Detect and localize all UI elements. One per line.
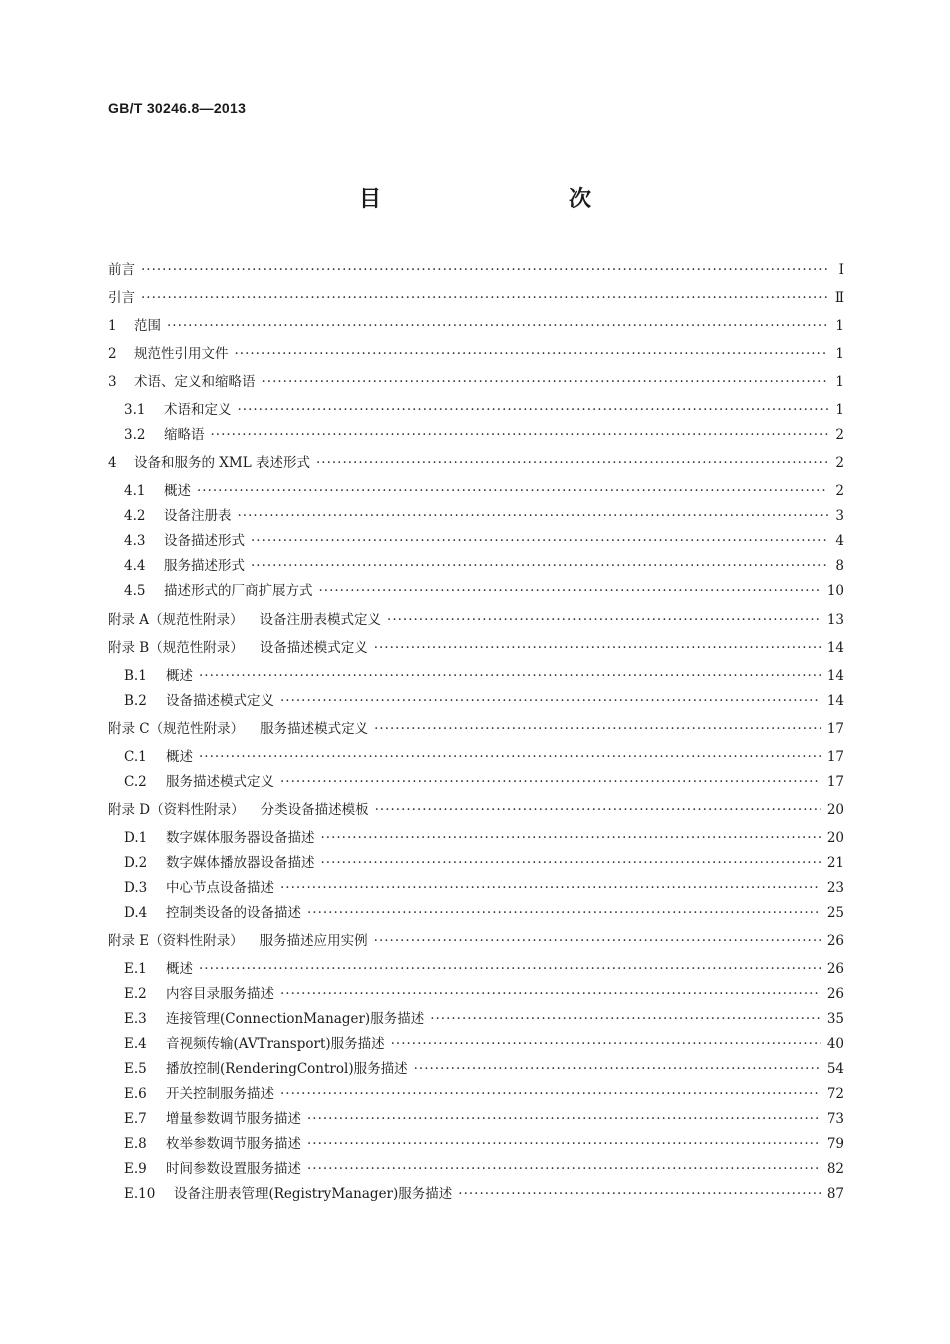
toc-entry-title: 设备注册表 (164, 508, 232, 524)
toc-entry-number: B.2 (124, 693, 147, 709)
toc-entry-number: E.2 (124, 986, 147, 1002)
toc-entry-number: 附录 E（资料性附录） (108, 933, 244, 949)
toc-entry-page: 1 (835, 374, 844, 390)
toc-entry-title: 范围 (134, 318, 161, 334)
toc-entry-title: 服务描述模式定义 (260, 721, 369, 737)
toc-entry-title: 设备注册表管理(RegistryManager)服务描述 (174, 1186, 453, 1202)
toc-entry-number: E.8 (124, 1136, 147, 1152)
toc-dot-leader (374, 721, 821, 737)
toc-entry[interactable] (108, 798, 844, 818)
toc-entry-title: 增量参数调节服务描述 (166, 1111, 301, 1127)
toc-dot-leader (430, 1011, 821, 1027)
toc-entry-page: 82 (826, 1161, 844, 1177)
toc-entry-title: 中心节点设备描述 (166, 880, 274, 896)
toc-entry-number: E.5 (124, 1061, 147, 1077)
toc-entry-page: 20 (826, 802, 844, 818)
toc-dot-leader (211, 427, 829, 443)
toc-entry-page: 40 (826, 1036, 844, 1052)
toc-entry-title: 控制类设备的设备描述 (166, 905, 301, 921)
toc-entry-page: 87 (826, 1186, 844, 1202)
toc-entry-page: 17 (826, 774, 844, 790)
toc-entry-page: 13 (826, 612, 844, 628)
page-title: 目 次 (358, 186, 639, 212)
toc-entry-number: D.3 (124, 880, 148, 896)
toc-dot-leader (141, 290, 828, 306)
toc-entry-page: 79 (826, 1136, 844, 1152)
toc-entry-page: 72 (826, 1086, 844, 1102)
toc-entry-number: D.4 (124, 905, 148, 921)
toc-dot-leader (414, 1061, 821, 1077)
toc-entry-page: 17 (826, 721, 844, 737)
toc-entry-title: 音视频传输(AVTransport)服务描述 (166, 1036, 385, 1052)
toc-entry-number: 附录 D（资料性附录） (108, 802, 245, 818)
toc-entry-page: 25 (826, 905, 844, 921)
toc-entry-title: 时间参数设置服务描述 (166, 1161, 301, 1177)
toc-entry-page: 4 (835, 533, 844, 549)
toc-entry-title: 播放控制(RenderingControl)服务描述 (166, 1061, 408, 1077)
toc-entry-number: 2 (108, 346, 117, 362)
toc-entry-number: 4.4 (124, 558, 146, 574)
toc-dot-leader (307, 1136, 821, 1152)
toc-entry[interactable] (124, 504, 844, 524)
toc-entry[interactable] (108, 342, 844, 362)
toc-dot-leader (280, 986, 821, 1002)
toc-dot-leader (374, 640, 821, 656)
toc-entry-title: 服务描述应用实例 (259, 933, 368, 949)
toc-entry-number: E.3 (124, 1011, 147, 1027)
toc-entry-title: 设备描述模式定义 (166, 693, 274, 709)
toc-entry-page: 17 (826, 749, 844, 765)
toc-dot-leader (307, 1111, 821, 1127)
toc-entry-title: 引言 (108, 290, 135, 306)
toc-dot-leader (199, 668, 821, 684)
toc-dot-leader (167, 318, 828, 334)
toc-entry-number: E.1 (124, 961, 147, 977)
toc-entry-title: 前言 (108, 262, 135, 278)
toc-entry-number: 3 (108, 374, 117, 390)
toc-entry-page: 8 (835, 558, 844, 574)
toc-dot-leader (262, 374, 829, 390)
toc-entry-title: 设备描述模式定义 (259, 640, 368, 656)
toc-entry[interactable] (124, 689, 844, 709)
toc-entry-page: 14 (826, 668, 844, 684)
toc-entry[interactable] (124, 1007, 844, 1027)
toc-entry[interactable] (124, 529, 844, 549)
standard-code: GB/T 30246.8—2013 (108, 100, 247, 116)
toc-entry[interactable] (108, 717, 844, 737)
toc-entry-title: 术语、定义和缩略语 (134, 374, 256, 390)
toc-entry[interactable] (124, 851, 844, 871)
toc-dot-leader (199, 961, 821, 977)
toc-dot-leader (316, 455, 828, 471)
toc-entry-number: E.9 (124, 1161, 147, 1177)
toc-entry-title: 概述 (166, 749, 193, 765)
toc-entry[interactable] (124, 423, 844, 443)
toc-dot-leader (238, 402, 829, 418)
toc-entry-page: 1 (835, 402, 844, 418)
toc-entry-title: 概述 (166, 961, 193, 977)
toc-entry-number: 4.3 (124, 533, 146, 549)
toc-dot-leader (251, 558, 828, 574)
toc-entry-title: 概述 (166, 668, 193, 684)
toc-entry[interactable] (108, 929, 844, 949)
toc-dot-leader (391, 1036, 821, 1052)
toc-entry-title: 术语和定义 (164, 402, 232, 418)
toc-entry[interactable] (108, 314, 844, 334)
toc-entry-title: 服务描述模式定义 (166, 774, 274, 790)
toc-entry[interactable] (124, 1107, 844, 1127)
toc-dot-leader (280, 880, 821, 896)
toc-entry-title: 枚举参数调节服务描述 (166, 1136, 301, 1152)
toc-entry-number: 4 (108, 455, 117, 471)
toc-entry[interactable] (124, 770, 844, 790)
toc-entry[interactable] (108, 370, 844, 390)
toc-entry-title: 设备和服务的 XML 表述形式 (134, 455, 310, 471)
toc-entry-title: 缩略语 (164, 427, 205, 443)
toc-entry-page: 2 (835, 483, 844, 499)
toc-entry-title: 概述 (164, 483, 191, 499)
toc-entry[interactable] (124, 982, 844, 1002)
toc-entry-title: 连接管理(ConnectionManager)服务描述 (166, 1011, 425, 1027)
toc-entry[interactable] (124, 664, 844, 684)
toc-entry-number: E.6 (124, 1086, 147, 1102)
toc-dot-leader (319, 583, 821, 599)
toc-entry[interactable] (124, 1032, 844, 1052)
toc-entry-page: Ⅰ (838, 262, 844, 278)
toc-entry[interactable] (124, 745, 844, 765)
toc-entry[interactable] (108, 451, 844, 471)
toc-entry-number: D.2 (124, 855, 148, 871)
toc-entry-title: 开关控制服务描述 (166, 1086, 274, 1102)
toc-dot-leader (141, 262, 828, 278)
toc-dot-leader (307, 905, 821, 921)
toc-entry-number: 附录 B（规范性附录） (108, 640, 244, 656)
toc-entry-page: Ⅱ (834, 290, 844, 306)
toc-entry-number: E.7 (124, 1111, 147, 1127)
toc-entry-page: 2 (835, 427, 844, 443)
toc-entry[interactable] (124, 554, 844, 574)
toc-dot-leader (197, 483, 828, 499)
toc-entry-page: 54 (826, 1061, 844, 1077)
toc-entry-number: 附录 C（规范性附录） (108, 721, 245, 737)
toc-entry[interactable] (124, 826, 844, 846)
toc-entry-page: 21 (826, 855, 844, 871)
toc-entry[interactable] (108, 636, 844, 656)
toc-dot-leader (235, 346, 829, 362)
toc-entry-page: 20 (826, 830, 844, 846)
toc-entry-page: 73 (826, 1111, 844, 1127)
toc-entry-number: E.10 (124, 1186, 156, 1202)
toc-entry[interactable] (124, 901, 844, 921)
toc-entry-title: 设备注册表模式定义 (259, 612, 382, 628)
toc-entry-page: 1 (835, 318, 844, 334)
toc-entry[interactable] (124, 957, 844, 977)
toc-entry-title: 数字媒体播放器设备描述 (166, 855, 315, 871)
toc-dot-leader (238, 508, 829, 524)
toc-entry-number: 1 (108, 318, 117, 334)
toc-dot-leader (280, 693, 821, 709)
toc-dot-leader (374, 933, 821, 949)
toc-dot-leader (280, 774, 821, 790)
toc-entry-title: 设备描述形式 (164, 533, 245, 549)
toc-entry[interactable] (108, 608, 844, 628)
toc-entry[interactable] (124, 876, 844, 896)
toc-entry-title: 服务描述形式 (164, 558, 245, 574)
toc-dot-leader (375, 802, 821, 818)
toc-entry-page: 2 (835, 455, 844, 471)
toc-entry-page: 26 (826, 933, 844, 949)
toc-entry-number: D.1 (124, 830, 148, 846)
toc-entry-title: 数字媒体服务器设备描述 (166, 830, 315, 846)
toc-entry[interactable] (108, 286, 844, 306)
toc-dot-leader (199, 749, 821, 765)
toc-dot-leader (280, 1086, 821, 1102)
toc-entry-page: 3 (835, 508, 844, 524)
toc-entry[interactable] (124, 1057, 844, 1077)
toc-entry-title: 分类设备描述模板 (260, 802, 369, 818)
toc-dot-leader (321, 855, 821, 871)
toc-entry-page: 10 (826, 583, 844, 599)
toc-dot-leader (321, 830, 821, 846)
toc-entry-page: 14 (826, 693, 844, 709)
toc-entry-number: 附录 A（规范性附录） (108, 612, 244, 628)
toc-entry-title: 规范性引用文件 (134, 346, 229, 362)
toc-entry[interactable] (124, 579, 844, 599)
toc-entry-number: E.4 (124, 1036, 147, 1052)
toc-entry[interactable] (124, 1082, 844, 1102)
toc-entry-number: C.1 (124, 749, 147, 765)
toc-entry-title: 内容目录服务描述 (166, 986, 274, 1002)
toc-dot-leader (307, 1161, 821, 1177)
toc-entry-page: 35 (826, 1011, 844, 1027)
toc-entry[interactable] (124, 1132, 844, 1152)
toc-dot-leader (251, 533, 828, 549)
toc-entry-number: C.2 (124, 774, 147, 790)
toc-entry-page: 26 (826, 961, 844, 977)
toc-entry-title: 描述形式的厂商扩展方式 (164, 583, 313, 599)
toc-entry-number: B.1 (124, 668, 147, 684)
toc-entry[interactable] (124, 1157, 844, 1177)
toc-entry[interactable] (108, 258, 844, 278)
toc-entry-number: 4.1 (124, 483, 146, 499)
toc-entry-page: 14 (826, 640, 844, 656)
toc-entry[interactable] (124, 479, 844, 499)
toc-entry-page: 1 (835, 346, 844, 362)
toc-dot-leader (387, 612, 821, 628)
toc-entry-number: 4.5 (124, 583, 146, 599)
toc-entry-page: 23 (826, 880, 844, 896)
toc-entry-number: 3.1 (124, 402, 146, 418)
toc-entry[interactable] (124, 398, 844, 418)
toc-entry[interactable] (124, 1182, 844, 1202)
toc-entry-page: 26 (826, 986, 844, 1002)
toc-entry-number: 4.2 (124, 508, 146, 524)
toc-dot-leader (458, 1186, 821, 1202)
toc-entry-number: 3.2 (124, 427, 146, 443)
